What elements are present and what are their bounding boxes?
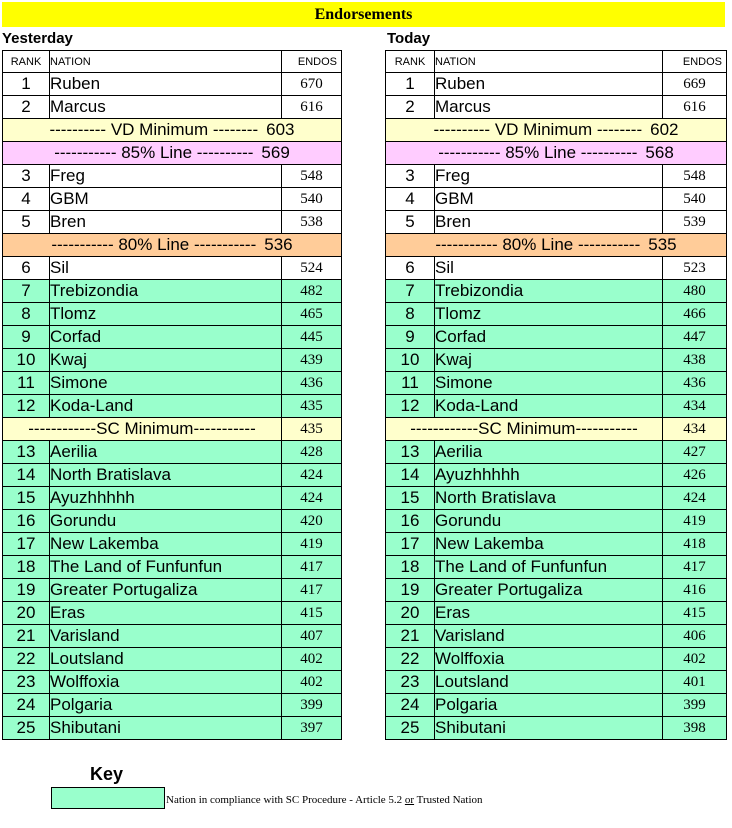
rank-cell: 25	[386, 717, 435, 740]
table-row	[3, 257, 342, 280]
threshold-row-l85	[3, 142, 342, 165]
table-row	[386, 372, 727, 395]
rank-cell: 20	[386, 602, 435, 625]
column-header-endos: ENDOS	[663, 51, 727, 73]
threshold-band-l85	[3, 142, 342, 165]
nation-cell: Marcus	[435, 96, 663, 119]
table-row	[3, 303, 342, 326]
rank-cell: 24	[3, 694, 50, 717]
nation-cell: Kwaj	[50, 349, 282, 372]
rank-cell: 23	[386, 671, 435, 694]
nation-cell: New Lakemba	[435, 533, 663, 556]
column-header-rank: RANK	[386, 51, 435, 73]
nation-cell: North Bratislava	[50, 464, 282, 487]
rank-cell: 25	[3, 717, 50, 740]
nation-cell: Koda-Land	[435, 395, 663, 418]
rank-cell: 17	[386, 533, 435, 556]
table-row	[386, 464, 727, 487]
column-header-nation: NATION	[435, 51, 663, 73]
endos-cell: 428	[282, 441, 342, 464]
rank-cell: 13	[386, 441, 435, 464]
table-row	[3, 464, 342, 487]
table-row	[386, 303, 727, 326]
nation-cell: Simone	[50, 372, 282, 395]
threshold-band-vd	[386, 119, 727, 142]
endos-cell: 439	[282, 349, 342, 372]
nation-cell: Aerilia	[50, 441, 282, 464]
endos-cell: 538	[282, 211, 342, 234]
rank-cell: 7	[3, 280, 50, 303]
endos-cell: 399	[282, 694, 342, 717]
threshold-row-l80	[3, 234, 342, 257]
endos-cell: 416	[663, 579, 727, 602]
key-text	[166, 794, 483, 806]
threshold-row-vd	[386, 119, 727, 142]
endos-cell: 427	[663, 441, 727, 464]
key-title: Key	[90, 764, 124, 784]
nation-cell: Loutsland	[50, 648, 282, 671]
table-row	[386, 625, 727, 648]
nation-cell: Tlomz	[435, 303, 663, 326]
table-row	[386, 510, 727, 533]
rank-cell: 22	[386, 648, 435, 671]
table-row	[3, 579, 342, 602]
endos-cell: 548	[282, 165, 342, 188]
endos-cell: 445	[282, 326, 342, 349]
rank-cell: 22	[3, 648, 50, 671]
endos-cell: 465	[282, 303, 342, 326]
table-row	[386, 602, 727, 625]
endos-cell: 539	[663, 211, 727, 234]
rank-cell: 18	[3, 556, 50, 579]
rank-cell: 23	[3, 671, 50, 694]
threshold-value: 569	[261, 143, 290, 162]
endos-cell: 401	[663, 671, 727, 694]
header-row	[3, 51, 342, 73]
endos-cell: 482	[282, 280, 342, 303]
table-row	[386, 395, 727, 418]
today-label: Today	[387, 30, 431, 47]
nation-cell: Shibutani	[435, 717, 663, 740]
table-row	[386, 349, 727, 372]
endos-cell: 480	[663, 280, 727, 303]
endos-cell: 669	[663, 73, 727, 96]
nation-cell: Polgaria	[50, 694, 282, 717]
rank-cell: 21	[386, 625, 435, 648]
endos-cell: 540	[282, 188, 342, 211]
rank-cell: 3	[3, 165, 50, 188]
table-row	[3, 694, 342, 717]
endos-cell: 524	[282, 257, 342, 280]
threshold-row-l85	[386, 142, 727, 165]
endos-cell: 399	[663, 694, 727, 717]
rank-cell: 2	[386, 96, 435, 119]
rank-cell: 19	[3, 579, 50, 602]
table-row	[386, 441, 727, 464]
table-row	[386, 533, 727, 556]
threshold-value: 602	[650, 120, 679, 139]
table-row	[3, 717, 342, 740]
table-row	[386, 556, 727, 579]
rank-cell: 9	[3, 326, 50, 349]
table-row	[386, 73, 727, 96]
threshold-label: ----------- 85% Line ----------	[54, 143, 254, 162]
rank-cell: 8	[3, 303, 50, 326]
endos-cell: 616	[282, 96, 342, 119]
nation-cell: North Bratislava	[435, 487, 663, 510]
table-row	[386, 694, 727, 717]
today-table	[385, 50, 727, 740]
threshold-value: 535	[648, 235, 677, 254]
nation-cell: New Lakemba	[50, 533, 282, 556]
table-row	[3, 188, 342, 211]
rank-cell: 15	[3, 487, 50, 510]
threshold-value: 603	[266, 120, 295, 139]
rank-cell: 20	[3, 602, 50, 625]
nation-cell: Corfad	[435, 326, 663, 349]
key-text-before: Nation in compliance with SC Procedure - Article 5.2	[166, 794, 405, 806]
column-header-nation: NATION	[50, 51, 282, 73]
endos-cell: 435	[282, 395, 342, 418]
nation-cell: Ayuzhhhhh	[435, 464, 663, 487]
nation-cell: Bren	[50, 211, 282, 234]
threshold-row-sc	[386, 418, 727, 441]
column-header-endos: ENDOS	[282, 51, 342, 73]
nation-cell: Greater Portugaliza	[435, 579, 663, 602]
endos-cell: 670	[282, 73, 342, 96]
table-row	[386, 188, 727, 211]
threshold-row-l80	[386, 234, 727, 257]
key-text-after: Trusted Nation	[414, 794, 483, 806]
column-header-rank: RANK	[3, 51, 50, 73]
nation-cell: Shibutani	[50, 717, 282, 740]
threshold-row-sc	[3, 418, 342, 441]
rank-cell: 19	[386, 579, 435, 602]
nation-cell: Sil	[50, 257, 282, 280]
threshold-band-vd	[3, 119, 342, 142]
nation-cell: The Land of Funfunfun	[50, 556, 282, 579]
table-row	[3, 372, 342, 395]
sc-minimum-value: 434	[663, 418, 727, 441]
threshold-label: ----------- 80% Line -----------	[51, 235, 257, 254]
nation-cell: Marcus	[50, 96, 282, 119]
nation-cell: Corfad	[50, 326, 282, 349]
nation-cell: Polgaria	[435, 694, 663, 717]
nation-cell: Kwaj	[435, 349, 663, 372]
endos-cell: 420	[282, 510, 342, 533]
sc-minimum-value: 435	[282, 418, 342, 441]
sc-minimum-label: ------------SC Minimum-----------	[386, 418, 663, 441]
table-row	[386, 326, 727, 349]
table-row	[386, 717, 727, 740]
endos-cell: 406	[663, 625, 727, 648]
rank-cell: 21	[3, 625, 50, 648]
endos-cell: 523	[663, 257, 727, 280]
table-row	[3, 625, 342, 648]
nation-cell: GBM	[50, 188, 282, 211]
table-row	[3, 671, 342, 694]
nation-cell: Gorundu	[435, 510, 663, 533]
nation-cell: Loutsland	[435, 671, 663, 694]
threshold-label: ----------- 85% Line ----------	[438, 143, 638, 162]
threshold-band-l85	[386, 142, 727, 165]
nation-cell: Tlomz	[50, 303, 282, 326]
nation-cell: Eras	[435, 602, 663, 625]
nation-cell: Bren	[435, 211, 663, 234]
threshold-band-l80	[3, 234, 342, 257]
rank-cell: 15	[386, 487, 435, 510]
endos-cell: 540	[663, 188, 727, 211]
nation-cell: Wolffoxia	[435, 648, 663, 671]
endos-cell: 402	[282, 671, 342, 694]
endos-cell: 424	[282, 464, 342, 487]
endos-cell: 438	[663, 349, 727, 372]
endos-cell: 424	[282, 487, 342, 510]
table-row	[3, 556, 342, 579]
rank-cell: 4	[3, 188, 50, 211]
nation-cell: Trebizondia	[435, 280, 663, 303]
endos-cell: 419	[282, 533, 342, 556]
rank-cell: 8	[386, 303, 435, 326]
nation-cell: The Land of Funfunfun	[435, 556, 663, 579]
nation-cell: Greater Portugaliza	[50, 579, 282, 602]
table-row	[3, 165, 342, 188]
rank-cell: 18	[386, 556, 435, 579]
nation-cell: GBM	[435, 188, 663, 211]
rank-cell: 5	[386, 211, 435, 234]
rank-cell: 11	[3, 372, 50, 395]
endos-cell: 419	[663, 510, 727, 533]
header-row	[386, 51, 727, 73]
endos-cell: 548	[663, 165, 727, 188]
threshold-band-l80	[386, 234, 727, 257]
rank-cell: 9	[386, 326, 435, 349]
rank-cell: 5	[3, 211, 50, 234]
page-title: Endorsements	[2, 2, 725, 27]
table-row	[3, 533, 342, 556]
rank-cell: 10	[386, 349, 435, 372]
table-row	[386, 280, 727, 303]
rank-cell: 12	[3, 395, 50, 418]
yesterday-label: Yesterday	[2, 30, 73, 47]
rank-cell: 17	[3, 533, 50, 556]
table-row	[3, 441, 342, 464]
table-row	[386, 211, 727, 234]
endos-cell: 402	[282, 648, 342, 671]
endos-cell: 415	[282, 602, 342, 625]
nation-cell: Varisland	[435, 625, 663, 648]
endos-cell: 424	[663, 487, 727, 510]
table-row	[3, 487, 342, 510]
endos-cell: 436	[282, 372, 342, 395]
table-row	[386, 96, 727, 119]
threshold-label: ---------- VD Minimum --------	[49, 120, 259, 139]
table-row	[3, 280, 342, 303]
rank-cell: 14	[3, 464, 50, 487]
endos-cell: 447	[663, 326, 727, 349]
table-row	[386, 257, 727, 280]
rank-cell: 1	[386, 73, 435, 96]
rank-cell: 12	[386, 395, 435, 418]
endos-cell: 616	[663, 96, 727, 119]
threshold-value: 568	[645, 143, 674, 162]
threshold-row-vd	[3, 119, 342, 142]
rank-cell: 2	[3, 96, 50, 119]
endos-cell: 426	[663, 464, 727, 487]
rank-cell: 24	[386, 694, 435, 717]
table-row	[386, 671, 727, 694]
nation-cell: Simone	[435, 372, 663, 395]
table-row	[3, 73, 342, 96]
table-row	[3, 648, 342, 671]
key-swatch	[51, 787, 165, 809]
rank-cell: 16	[3, 510, 50, 533]
nation-cell: Koda-Land	[50, 395, 282, 418]
threshold-value: 536	[264, 235, 293, 254]
nation-cell: Ayuzhhhhh	[50, 487, 282, 510]
table-row	[3, 211, 342, 234]
threshold-label: ---------- VD Minimum --------	[433, 120, 643, 139]
nation-cell: Varisland	[50, 625, 282, 648]
yesterday-table	[2, 50, 342, 740]
rank-cell: 4	[386, 188, 435, 211]
nation-cell: Ruben	[435, 73, 663, 96]
endos-cell: 417	[663, 556, 727, 579]
rank-cell: 7	[386, 280, 435, 303]
nation-cell: Freg	[50, 165, 282, 188]
endos-cell: 434	[663, 395, 727, 418]
nation-cell: Trebizondia	[50, 280, 282, 303]
sc-minimum-label: ------------SC Minimum-----------	[3, 418, 282, 441]
endos-cell: 407	[282, 625, 342, 648]
rank-cell: 3	[386, 165, 435, 188]
endos-cell: 398	[663, 717, 727, 740]
endos-cell: 417	[282, 556, 342, 579]
nation-cell: Wolffoxia	[50, 671, 282, 694]
rank-cell: 14	[386, 464, 435, 487]
table-row	[386, 487, 727, 510]
rank-cell: 16	[386, 510, 435, 533]
nation-cell: Eras	[50, 602, 282, 625]
endos-cell: 402	[663, 648, 727, 671]
nation-cell: Sil	[435, 257, 663, 280]
table-row	[3, 602, 342, 625]
rank-cell: 6	[386, 257, 435, 280]
endos-cell: 415	[663, 602, 727, 625]
table-row	[3, 510, 342, 533]
rank-cell: 13	[3, 441, 50, 464]
nation-cell: Aerilia	[435, 441, 663, 464]
table-row	[3, 96, 342, 119]
threshold-label: ----------- 80% Line -----------	[435, 235, 641, 254]
nation-cell: Freg	[435, 165, 663, 188]
table-row	[3, 395, 342, 418]
endos-cell: 418	[663, 533, 727, 556]
rank-cell: 1	[3, 73, 50, 96]
endos-cell: 436	[663, 372, 727, 395]
table-row	[386, 579, 727, 602]
rank-cell: 6	[3, 257, 50, 280]
nation-cell: Ruben	[50, 73, 282, 96]
endos-cell: 417	[282, 579, 342, 602]
table-row	[3, 349, 342, 372]
table-row	[386, 648, 727, 671]
table-row	[3, 326, 342, 349]
nation-cell: Gorundu	[50, 510, 282, 533]
rank-cell: 10	[3, 349, 50, 372]
table-row	[386, 165, 727, 188]
endos-cell: 397	[282, 717, 342, 740]
key-text-or: or	[404, 794, 415, 806]
rank-cell: 11	[386, 372, 435, 395]
endos-cell: 466	[663, 303, 727, 326]
